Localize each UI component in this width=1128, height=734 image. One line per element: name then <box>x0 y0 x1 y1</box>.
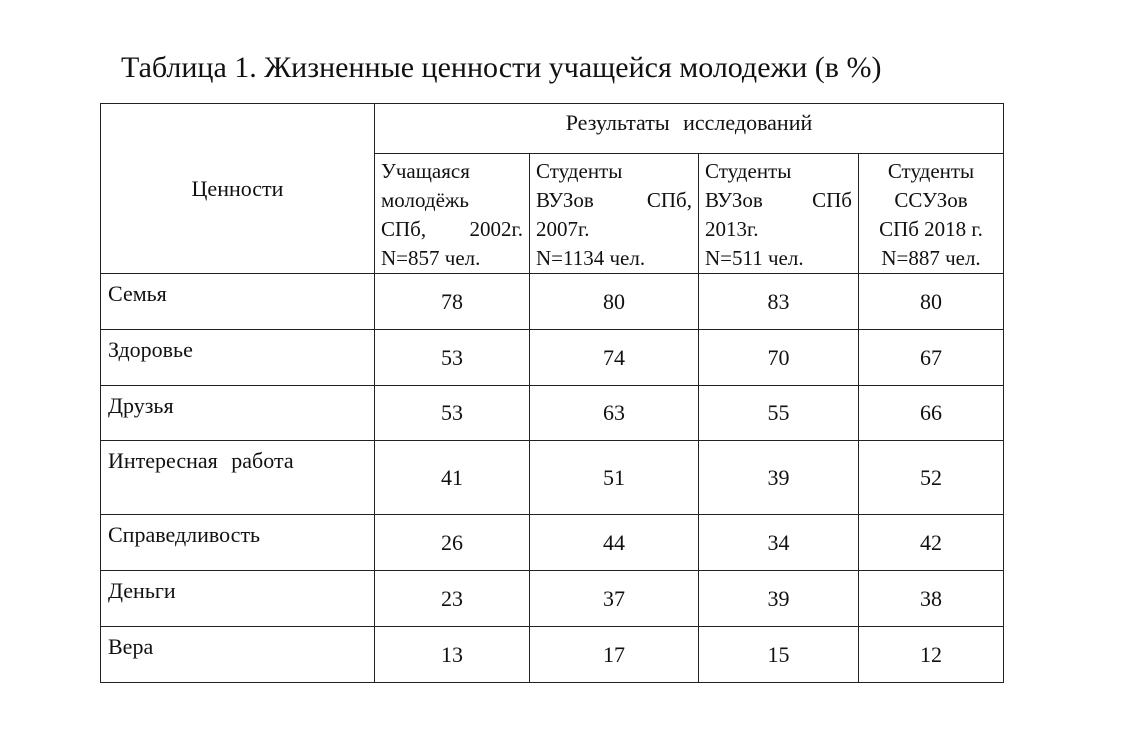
cell-value: 42 <box>859 515 1004 571</box>
cell-value: 26 <box>375 515 530 571</box>
cell-value: 70 <box>699 330 859 386</box>
column-header-line: Студенты <box>536 159 623 183</box>
table-row <box>101 441 1004 515</box>
values-column-header <box>101 104 375 274</box>
column-header-line: N=857 чел. <box>381 246 481 270</box>
cell-value: 51 <box>530 441 699 515</box>
row-label-text: Интересная работа <box>108 448 294 473</box>
cell-value: 15 <box>699 627 859 683</box>
life-values-table <box>100 103 1004 683</box>
column-header-students-2013 <box>699 154 859 274</box>
table-row <box>101 330 1004 386</box>
column-header-line: 2007г. <box>536 217 590 241</box>
column-header-line: N=887 чел. <box>881 246 981 270</box>
table-row <box>101 274 1004 330</box>
cell-value: 17 <box>530 627 699 683</box>
cell-value: 12 <box>859 627 1004 683</box>
column-header-line: СПб 2018 г. <box>879 217 983 241</box>
column-header-line: Учащаяся <box>381 159 470 183</box>
results-group-header <box>375 104 1004 154</box>
cell-value: 63 <box>530 386 699 441</box>
cell-value: 13 <box>375 627 530 683</box>
column-header-line: ССУЗов <box>894 188 968 212</box>
column-header-line: N=511 чел. <box>705 246 804 270</box>
column-header-line: 2013г. <box>705 217 759 241</box>
row-label: Деньги <box>101 571 375 627</box>
cell-value: 44 <box>530 515 699 571</box>
row-label: Друзья <box>101 386 375 441</box>
cell-value: 67 <box>859 330 1004 386</box>
column-header-college-2018 <box>859 154 1004 274</box>
row-label: Здоровье <box>101 330 375 386</box>
table-row <box>101 386 1004 441</box>
cell-value: 38 <box>859 571 1004 627</box>
row-label: Вера <box>101 627 375 683</box>
table-row <box>101 515 1004 571</box>
column-header-youth-2002 <box>375 154 530 274</box>
row-label: Семья <box>101 274 375 330</box>
cell-value: 34 <box>699 515 859 571</box>
cell-value: 39 <box>699 571 859 627</box>
column-header-line: Студенты <box>705 159 792 183</box>
column-header-line: N=1134 чел. <box>536 246 646 270</box>
column-header-line: молодёжь <box>381 188 469 212</box>
cell-value: 80 <box>530 274 699 330</box>
cell-value: 74 <box>530 330 699 386</box>
header-row-top <box>101 104 1004 154</box>
cell-value: 80 <box>859 274 1004 330</box>
cell-value: 41 <box>375 441 530 515</box>
cell-value: 52 <box>859 441 1004 515</box>
table-row <box>101 571 1004 627</box>
cell-value: 83 <box>699 274 859 330</box>
results-group-header-label: Результаты исследований <box>565 110 813 135</box>
cell-value: 66 <box>859 386 1004 441</box>
column-header-line: ВУЗов СПб <box>705 188 852 212</box>
column-header-students-2007 <box>530 154 699 274</box>
column-header-line: Студенты <box>887 159 975 183</box>
row-label <box>101 441 375 515</box>
cell-value: 39 <box>699 441 859 515</box>
column-header-line: ВУЗов СПб, <box>536 188 692 212</box>
cell-value: 53 <box>375 386 530 441</box>
table-title: Таблица 1. Жизненные ценности учащейся молодежи (в %) <box>121 51 882 84</box>
column-header-line: СПб, 2002г. <box>381 217 523 241</box>
cell-value: 78 <box>375 274 530 330</box>
values-column-header-label: Ценности <box>191 175 284 201</box>
cell-value: 23 <box>375 571 530 627</box>
cell-value: 53 <box>375 330 530 386</box>
cell-value: 37 <box>530 571 699 627</box>
row-label: Справедливость <box>101 515 375 571</box>
table-row <box>101 627 1004 683</box>
cell-value: 55 <box>699 386 859 441</box>
